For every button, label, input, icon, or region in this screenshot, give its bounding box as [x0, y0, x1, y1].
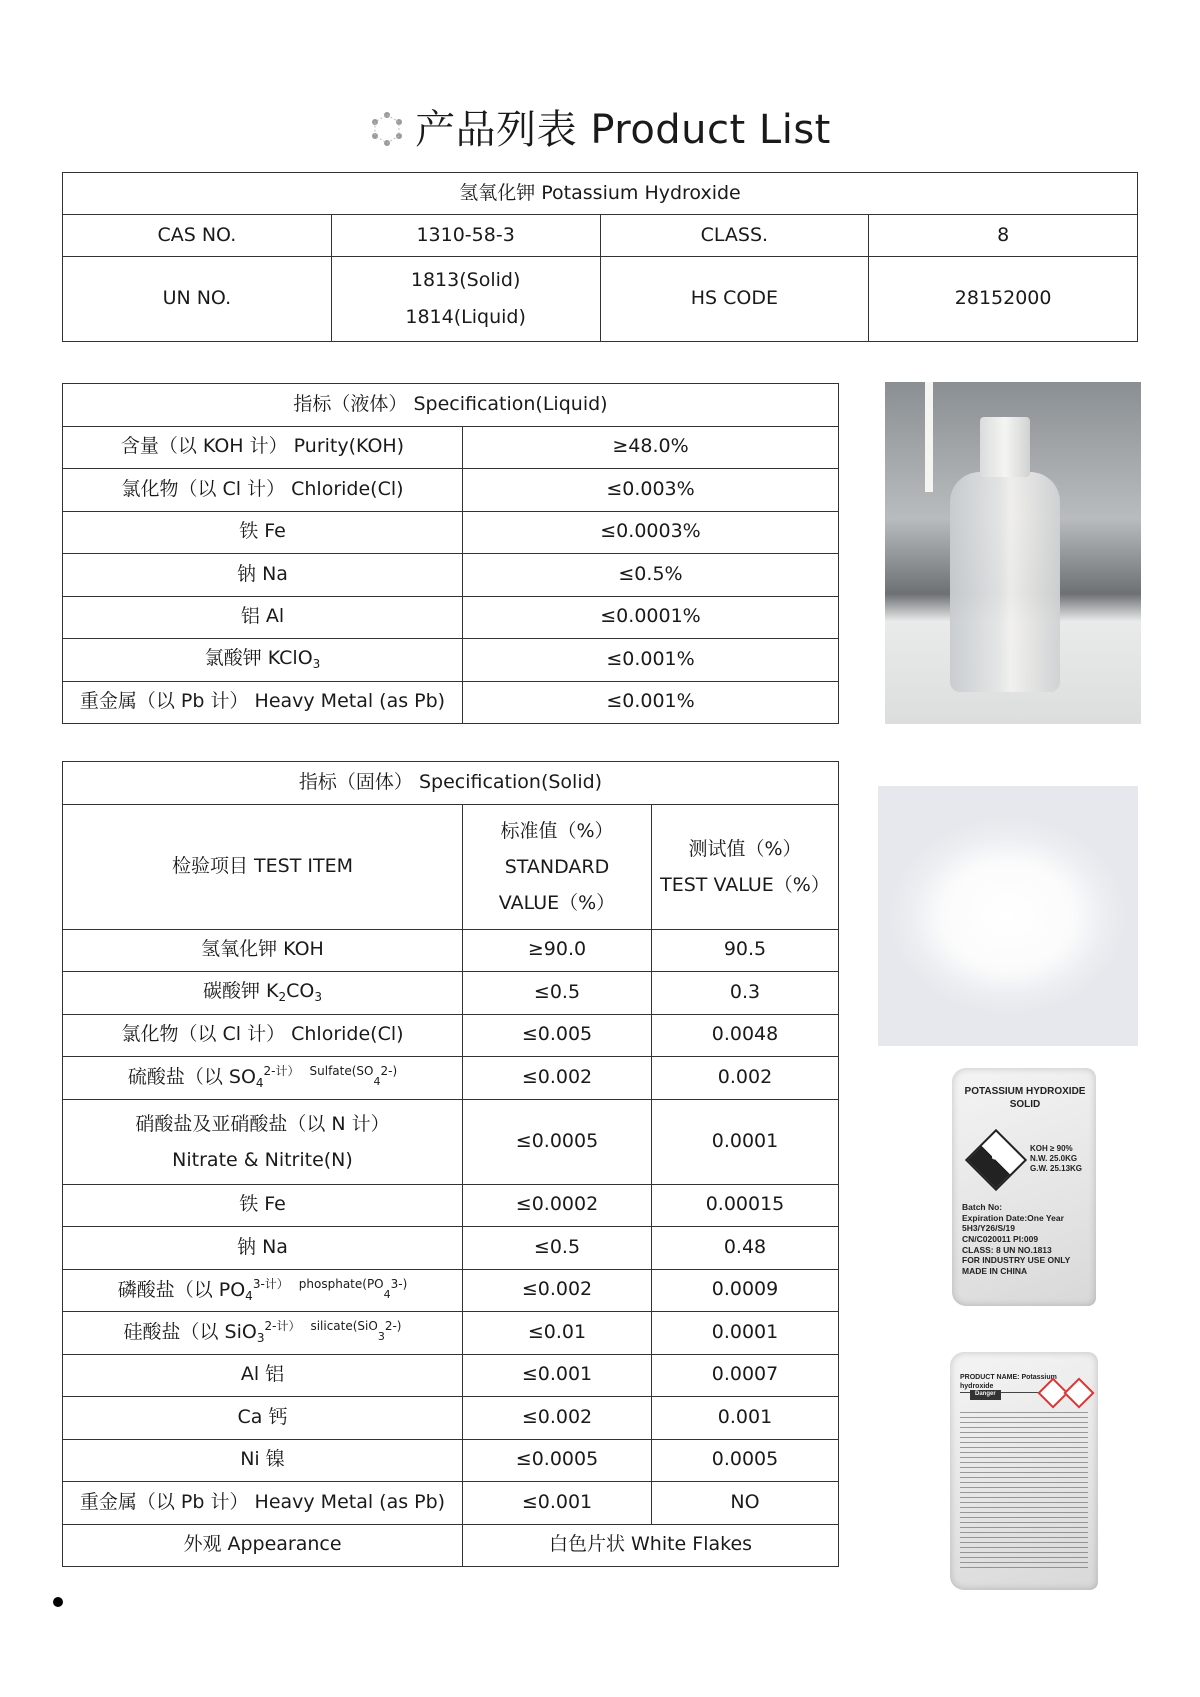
bullet-point	[53, 1597, 63, 1607]
test-item: 钠 Na	[63, 1227, 463, 1270]
solid-spec-title: 指标（固体） Specification(Solid)	[63, 762, 839, 805]
test-value: 0.002	[652, 1057, 839, 1100]
spec-item: 氯化物（以 Cl 计） Chloride(Cl)	[63, 469, 463, 512]
bag-product-name: PRODUCT NAME: Potassium hydroxide	[960, 1374, 1085, 1393]
label-text-block	[960, 1412, 1088, 1572]
standard-value: ≤0.0005	[463, 1439, 652, 1482]
standard-value: ≤0.001	[463, 1354, 652, 1397]
product-name: 氢氧化钾 Potassium Hydroxide	[63, 173, 1138, 215]
table-row	[63, 681, 839, 724]
table-row	[63, 1354, 839, 1397]
test-value: 0.0007	[652, 1354, 839, 1397]
table-row	[63, 1269, 839, 1312]
test-item: 重金属（以 Pb 计） Heavy Metal (as Pb)	[63, 1482, 463, 1525]
standard-value: ≤0.002	[463, 1057, 652, 1100]
standard-value: ≤0.5	[463, 972, 652, 1015]
table-row	[63, 1524, 839, 1567]
standard-value-header: 标准值（%） STANDARD VALUE（%）	[463, 804, 652, 929]
solid-spec-table	[62, 761, 839, 1567]
hs-value: 28152000	[869, 257, 1138, 342]
spec-value: ≤0.001%	[463, 681, 839, 724]
test-value: 0.001	[652, 1397, 839, 1440]
table-row	[63, 469, 839, 512]
spec-value: ≤0.5%	[463, 554, 839, 597]
test-value: 0.0009	[652, 1269, 839, 1312]
liquid-spec-table	[62, 383, 839, 724]
spec-item: 铝 Al	[63, 596, 463, 639]
spec-item: 重金属（以 Pb 计） Heavy Metal (as Pb)	[63, 681, 463, 724]
test-value: NO	[652, 1482, 839, 1525]
table-row	[63, 1312, 839, 1355]
standard-value: ≤0.001	[463, 1482, 652, 1525]
test-item-header: 检验项目 TEST ITEM	[63, 804, 463, 929]
koh-solid-bag-photo	[952, 1068, 1096, 1306]
standard-value: ≤0.0005	[463, 1099, 652, 1184]
wall-light	[925, 382, 933, 492]
koh-label-bag-photo	[950, 1352, 1098, 1590]
table-row	[63, 596, 839, 639]
page-title-text: 产品列表 Product List	[415, 107, 831, 153]
standard-value: ≤0.01	[463, 1312, 652, 1355]
class-label: CLASS.	[600, 215, 869, 257]
test-value: 90.5	[652, 929, 839, 972]
header-row	[63, 804, 839, 929]
bag-details: Batch No: Expiration Date:One Year 5H3/Y26/S/19 CN/C020011 PI:009 CLASS: 8 UN NO.1813 FOR INDUSTRY USE ONLY MADE IN CHINA	[962, 1202, 1071, 1276]
table-row	[63, 426, 839, 469]
table-row	[63, 1397, 839, 1440]
spec-value: ≤0.001%	[463, 639, 839, 682]
test-item: 外观 Appearance	[63, 1524, 463, 1567]
spec-value: ≤0.0001%	[463, 596, 839, 639]
test-item: 氢氧化钾 KOH	[63, 929, 463, 972]
un-value-liquid: 1814(Liquid)	[405, 306, 526, 328]
test-value: 0.00015	[652, 1184, 839, 1227]
test-value: 0.0001	[652, 1099, 839, 1184]
product-info-table	[62, 172, 1138, 342]
liquid-spec-title: 指标（液体） Specification(Liquid)	[63, 384, 839, 427]
spec-item: 铁 Fe	[63, 511, 463, 554]
hexagon-dots-icon	[369, 111, 405, 147]
spec-item: 钠 Na	[63, 554, 463, 597]
bottle-body	[950, 472, 1060, 692]
test-item: 硝酸盐及亚硝酸盐（以 N 计） Nitrate & Nitrite(N)	[63, 1099, 463, 1184]
spec-item: 氯酸钾 KClO$_3$	[63, 639, 463, 682]
table-row	[63, 1184, 839, 1227]
standard-value: ≤0.002	[463, 1269, 652, 1312]
bottle-cap	[980, 417, 1030, 477]
test-value: 0.0048	[652, 1014, 839, 1057]
test-item: Ni 镍	[63, 1439, 463, 1482]
table-row	[63, 511, 839, 554]
test-value: 0.3	[652, 972, 839, 1015]
table-row	[63, 1099, 839, 1184]
test-item: Al 铝	[63, 1354, 463, 1397]
table-row	[63, 1014, 839, 1057]
standard-value: ≤0.002	[463, 1397, 652, 1440]
un-label: UN NO.	[63, 257, 332, 342]
table-row	[63, 1057, 839, 1100]
table-row	[63, 1227, 839, 1270]
test-item: 硫酸盐（以 $SO_4^{2-计)}$ $^{Sulfate(SO_42-)}$	[63, 1057, 463, 1100]
cas-value: 1310-58-3	[331, 215, 600, 257]
liquid-koh-bottle-photo	[885, 382, 1141, 724]
standard-value: ≤0.5	[463, 1227, 652, 1270]
un-value-solid: 1813(Solid)	[410, 269, 521, 291]
corrosive-hazard-icon: 8	[965, 1129, 1027, 1191]
table-row	[63, 554, 839, 597]
danger-label: Danger	[970, 1390, 1001, 1400]
test-item: 铁 Fe	[63, 1184, 463, 1227]
bag-spec: KOH ≥ 90% N.W. 25.0KG G.W. 25.13KG	[1030, 1144, 1083, 1173]
bag-title: POTASSIUM HYDROXIDE SOLID	[964, 1086, 1086, 1110]
test-value: 0.0005	[652, 1439, 839, 1482]
page-title	[0, 100, 1200, 160]
test-value: 0.0001	[652, 1312, 839, 1355]
un-value	[331, 257, 600, 342]
table-row	[63, 639, 839, 682]
test-item: 硅酸盐（以 SiO$_3^{2-计)}$ $^{silicate(SiO_32-)}$	[63, 1312, 463, 1355]
hs-label: HS CODE	[600, 257, 869, 342]
standard-value: ≥90.0	[463, 929, 652, 972]
spec-item: 含量（以 KOH 计） Purity(KOH)	[63, 426, 463, 469]
spec-value: ≤0.0003%	[463, 511, 839, 554]
table-row	[63, 929, 839, 972]
cas-label: CAS NO.	[63, 215, 332, 257]
test-item: 碳酸钾 $K_2CO_3$	[63, 972, 463, 1015]
test-item: 磷酸盐（以 $PO_4^{3-计)}$ $^{phosphate(PO_43-)}$	[63, 1269, 463, 1312]
koh-white-flakes-photo	[878, 786, 1138, 1046]
test-value-header: 测试值（%） TEST VALUE（%）	[652, 804, 839, 929]
standard-value: ≤0.0002	[463, 1184, 652, 1227]
test-value: 0.48	[652, 1227, 839, 1270]
table-row	[63, 972, 839, 1015]
test-item: 氯化物（以 Cl 计） Chloride(Cl)	[63, 1014, 463, 1057]
table-row	[63, 1439, 839, 1482]
spec-value: ≥48.0%	[463, 426, 839, 469]
spec-value: ≤0.003%	[463, 469, 839, 512]
class-value: 8	[869, 215, 1138, 257]
appearance-value: 白色片状 White Flakes	[463, 1524, 839, 1567]
table-row	[63, 1482, 839, 1525]
test-item: Ca 钙	[63, 1397, 463, 1440]
standard-value: ≤0.005	[463, 1014, 652, 1057]
